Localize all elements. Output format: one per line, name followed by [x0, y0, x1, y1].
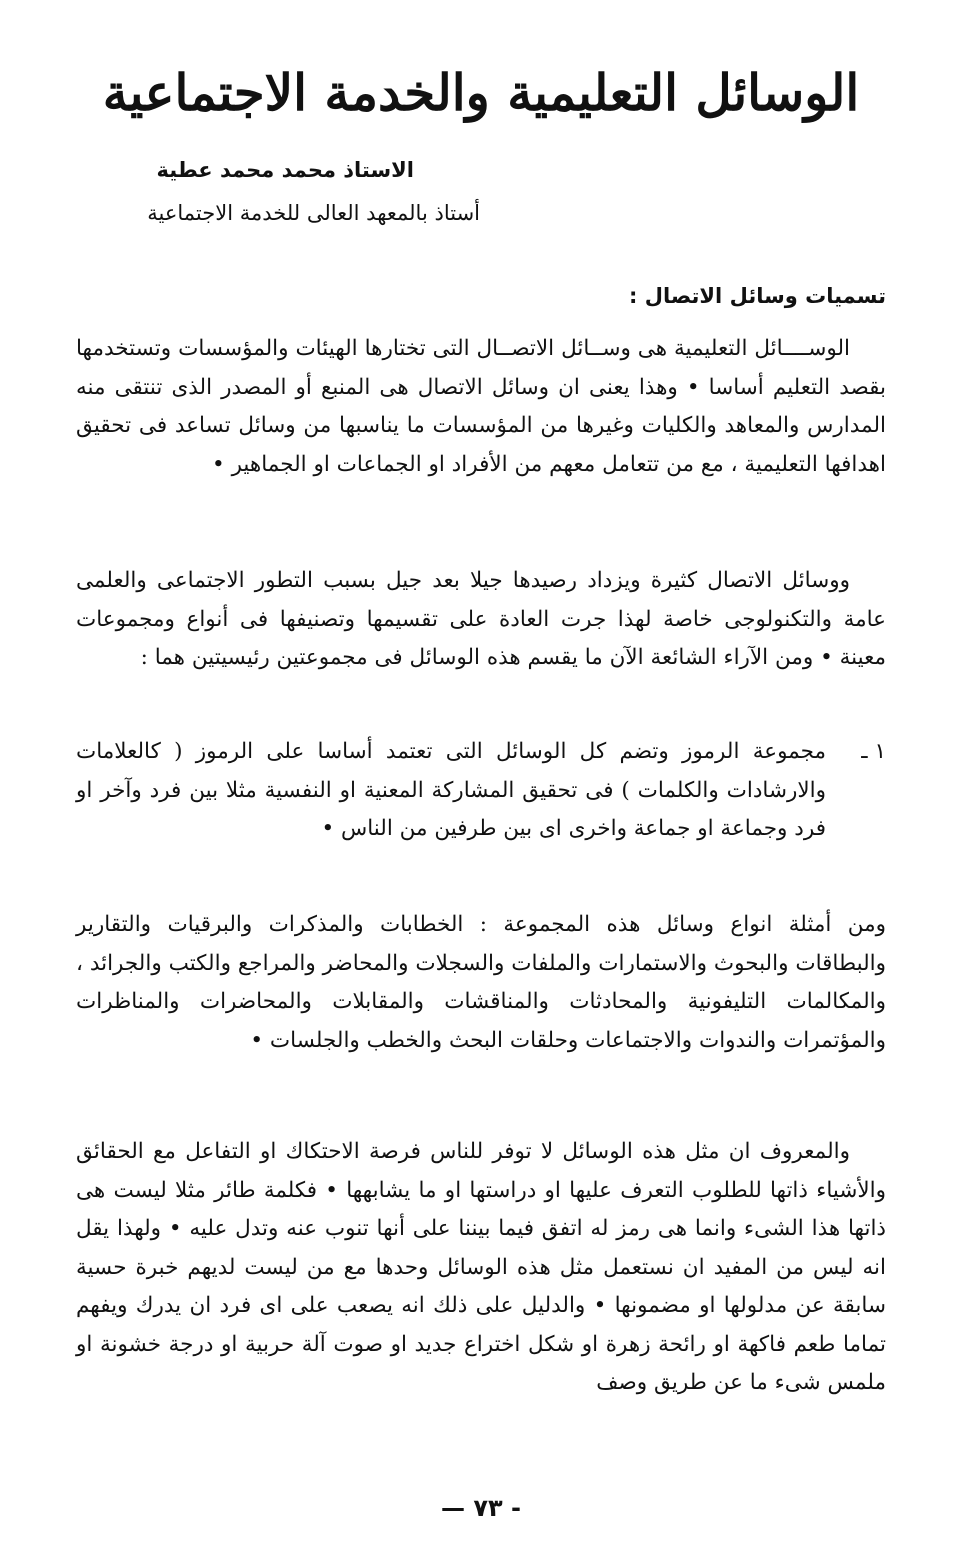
author-name: الاستاذ محمد محمد عطية [156, 158, 414, 182]
list-item-1 [76, 733, 886, 849]
body-paragraph-1 [76, 330, 886, 484]
body-paragraph-4-text: والمعروف ان مثل هذه الوسائل لا توفر للناس فرصة الاحتكاك او التفاعل مع الحقائق والأشياء ذاتها للطلوب التعرف عليها او دراستها او ما يشابهها • فكلمة طائر مثلا ليست هى ذاتها هذا الشىء وانما هى رمز له اتفق فيما بيننا على أنها تنوب عنه وتدل عليه • ولهذا يقل انه ليس من المفيد ان نستعمل مثل هذه الوسائل وحدها مع من ليست لديهم خبرة حسية سابقة عن مدلولها او مضمونها • والدليل على ذلك انه يصعب على اى فرد ان يدرك ويفهم تماما طعم فاكهة او رائحة زهرة او شكل اختراع جديد او صوت آلة حربية او درجة خشونة او ملمس شىء ما عن طريق وصف [76, 1139, 886, 1395]
body-paragraph-4 [76, 1133, 886, 1403]
body-paragraph-2 [76, 562, 886, 678]
section-heading: تسميات وسائل الاتصال : [629, 284, 886, 308]
list-item-text: مجموعة الرموز وتضم كل الوسائل التى تعتمد أساسا على الرموز ( كالعلامات والارشادات والكلمات ) فى تحقيق المشاركة المعنية او النفسية مثلا بين فرد وآخر او فرد وجماعة او جماعة واخرى اى بين طرفين من الناس • [76, 739, 826, 841]
list-item-number: ١ ـ [861, 739, 886, 764]
page-number: — ٧٣ - [441, 1494, 521, 1522]
body-paragraph-3 [76, 906, 886, 1060]
article-title: الوسائل التعليمية والخدمة الاجتماعية [102, 63, 860, 122]
body-paragraph-1-text: الوســــائل التعليمية هى وســائل الاتصــال التى تختارها الهيئات والمؤسسات وتستخدمها بقصد التعليم أساسا • وهذا يعنى ان وسائل الاتصال هى المنبع أو المصدر الذى تنتقى منه المدارس والمعاهد والكليات وغيرها من المؤسسات ما يناسبها من وسائل تساعد فى تحقيق اهدافها التعليمية ، مع من تتعامل معهم من الأفراد او الجماعات او الجماهير • [76, 336, 886, 477]
body-paragraph-2-text: ووسائل الاتصال كثيرة ويزداد رصيدها جيلا بعد جيل بسبب التطور الاجتماعى والعلمى عامة والتكنولوجى خاصة لهذا جرت العادة على تقسيمها وتصنيفها فى أنواع ومجموعات معينة • ومن الآراء الشائعة الآن ما يقسم هذه الوسائل فى مجموعتين رئيسيتين هما : [76, 568, 886, 670]
author-affiliation: أستاذ بالمعهد العالى للخدمة الاجتماعية [147, 201, 480, 225]
body-paragraph-3-text: ومن أمثلة انواع وسائل هذه المجموعة : الخطابات والمذكرات والبرقيات والتقارير والبطاقات والبحوث والاستمارات والملفات والسجلات والمحاضر والمراجع والكتب والجرائد ، والمكالمات التليفونية والمحادثات والمناقشات والمقابلات والمحاضرات والمناظرات والمؤتمرات والندوات والاجتماعات وحلقات البحث والخطب والجلسات • [76, 912, 886, 1053]
